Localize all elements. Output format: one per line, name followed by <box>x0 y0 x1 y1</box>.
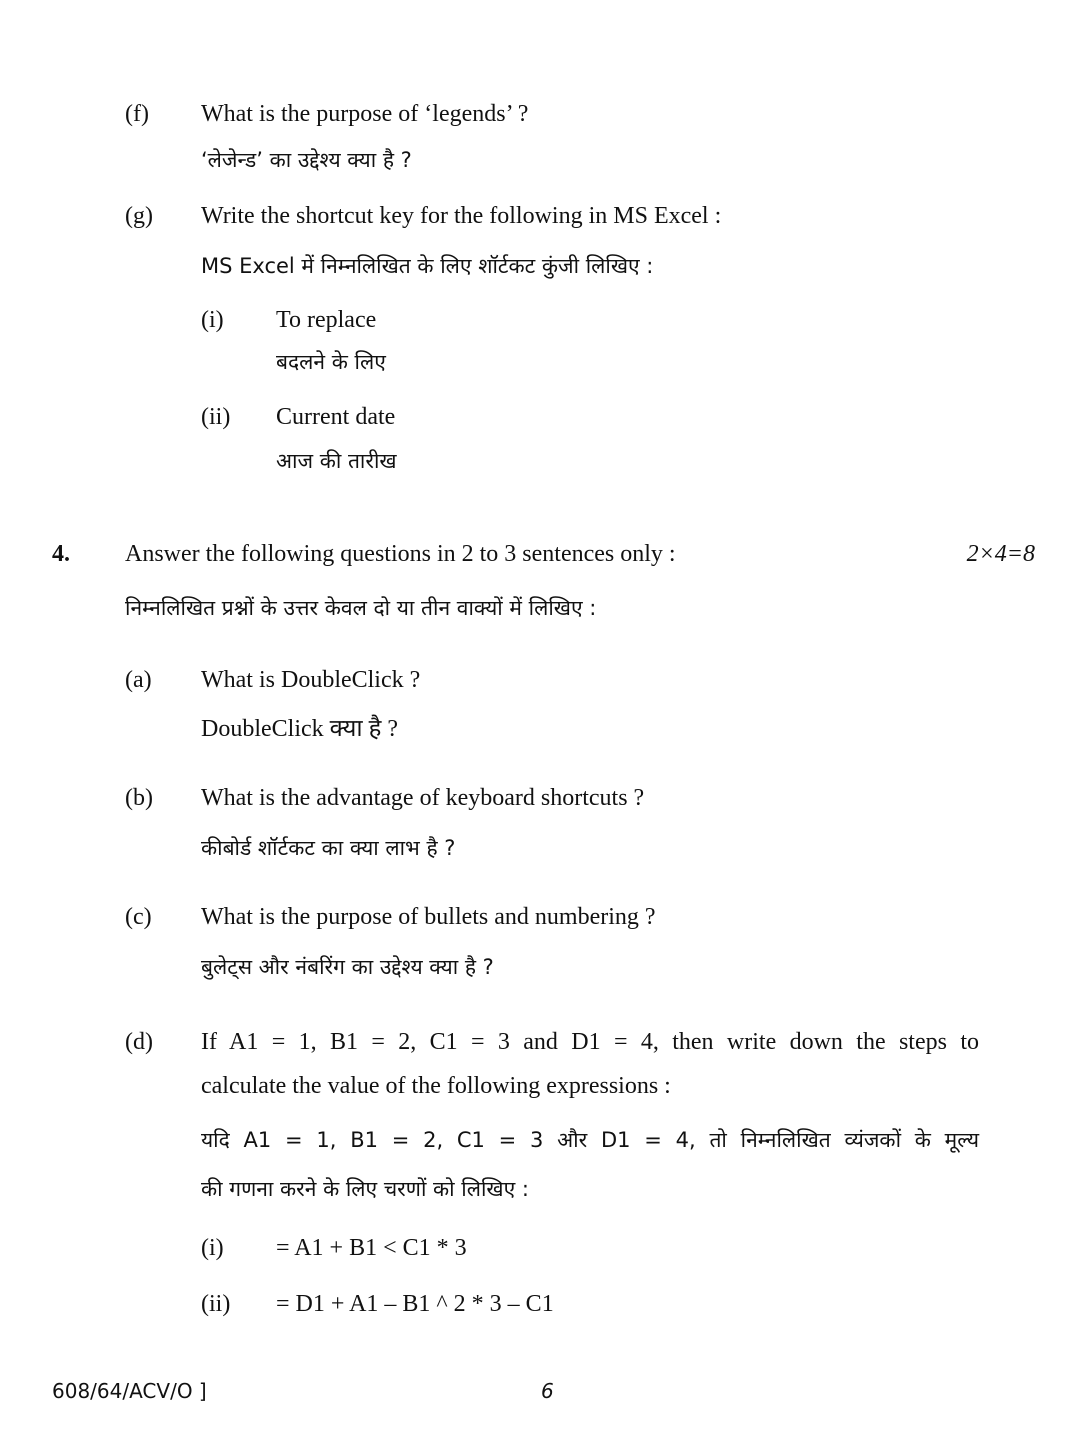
q4b-en: What is the advantage of keyboard shortcuts ? <box>201 785 645 811</box>
q4d-en-line1: If A1 = 1, B1 = 2, C1 = 3 and D1 = 4, then write down the steps to <box>201 1029 979 1055</box>
q4-en: Answer the following questions in 2 to 3 sentences only : <box>125 541 676 567</box>
q4d-hi-line2: की गणना करने के लिए चरणों को लिखिए : <box>201 1177 529 1201</box>
q3g-ii-hi: आज की तारीख <box>276 449 397 473</box>
footer-page-number: 6 <box>541 1379 554 1403</box>
q3g-en: Write the shortcut key for the following in MS Excel : <box>201 203 722 229</box>
q4c-hi: बुलेट्स और नंबरिंग का उद्देश्य क्या है ? <box>201 955 494 979</box>
q4d-ii-label: (ii) <box>201 1291 231 1317</box>
q4b-hi: कीबोर्ड शॉर्टकट का क्या लाभ है ? <box>201 836 456 860</box>
q4b-label: (b) <box>125 785 153 811</box>
footer-paper-code: 608/64/ACV/O ] <box>52 1379 207 1403</box>
q4-marks: 2×4=8 <box>966 541 1035 567</box>
q4d-en-line2: calculate the value of the following expressions : <box>201 1073 671 1099</box>
q4c-en: What is the purpose of bullets and numbering ? <box>201 904 656 930</box>
q3g-ii-en: Current date <box>276 404 396 430</box>
q4-number: 4. <box>52 541 70 567</box>
q4d-ii-expr: = D1 + A1 – B1 ^ 2 * 3 – C1 <box>276 1291 554 1317</box>
q4c-label: (c) <box>125 904 152 930</box>
q3g-i-label: (i) <box>201 307 224 333</box>
q4d-i-label: (i) <box>201 1235 224 1261</box>
q3f-label: (f) <box>125 101 149 127</box>
q4-hi: निम्नलिखित प्रश्नों के उत्तर केवल दो या तीन वाक्यों में लिखिए : <box>125 596 597 620</box>
q3g-hi: MS Excel में निम्नलिखित के लिए शॉर्टकट कुंजी लिखिए : <box>201 254 654 278</box>
q3g-i-en: To replace <box>276 307 377 333</box>
q4d-hi-line1: यदि A1 = 1, B1 = 2, C1 = 3 और D1 = 4, तो निम्नलिखित व्यंजकों के मूल्य <box>201 1128 979 1152</box>
q4d-i-expr: = A1 + B1 < C1 * 3 <box>276 1235 467 1261</box>
q3g-ii-label: (ii) <box>201 404 231 430</box>
q4a-label: (a) <box>125 667 152 693</box>
q3g-i-hi: बदलने के लिए <box>276 350 386 374</box>
q4d-label: (d) <box>125 1029 153 1055</box>
q3f-hi: ‘लेजेन्ड’ का उद्देश्य क्या है ? <box>201 148 412 172</box>
q4a-hi: DoubleClick क्या है ? <box>201 716 399 742</box>
q3f-en: What is the purpose of ‘legends’ ? <box>201 101 529 127</box>
q4a-en: What is DoubleClick ? <box>201 667 421 693</box>
q3g-label: (g) <box>125 203 153 229</box>
